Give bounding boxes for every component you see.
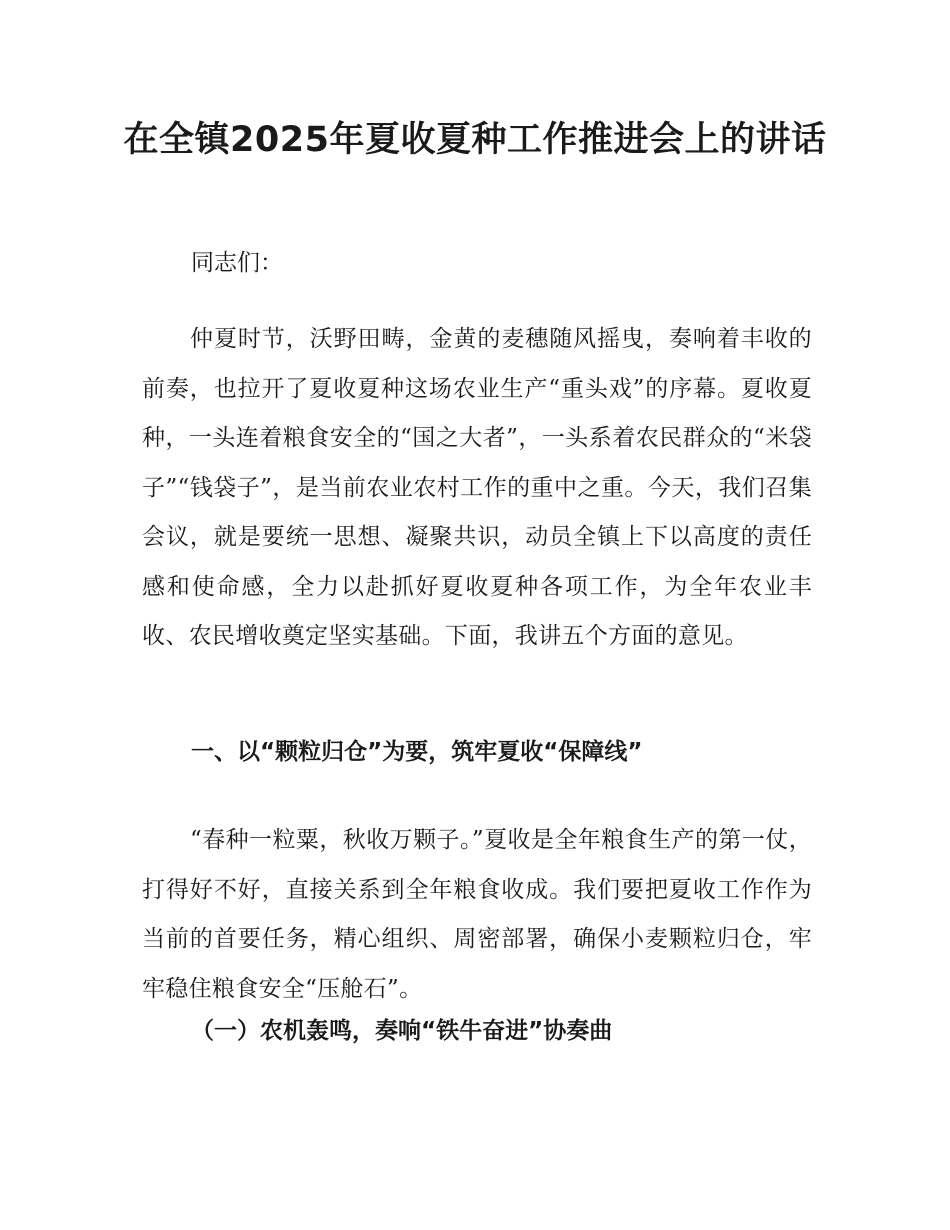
intro-paragraph: 仲夏时节，沃野田畴，金黄的麦穗随风摇曳，奏响着丰收的前奏，也拉开了夏收夏种这场农业生产“重头戏”的序幕。夏收夏种，一头连着粮食安全的“国之大者”，一头系着农民群众的“米袋子”“钱袋子”，是当前农业农村工作的重中之重。今天，我们召集会议，就是要统一思想、凝聚共识，动员全镇上下以高度的责任感和使命感，全力以赴抓好夏收夏种各项工作，为全年农业丰收、农民增收奠定坚实基础。下面，我讲五个方面的意见。 — [142, 326, 812, 649]
salutation: 同志们： — [191, 250, 283, 276]
document-title: 在全镇2025年夏收夏种工作推进会上的讲话 — [123, 120, 827, 160]
section-1-paragraph: “春种一粒粟，秋收万颗子。”夏收是全年粮食生产的第一仗，打得好不好，直接关系到全年粮食收成。我们要把夏收工作作为当前的首要任务，精心组织、周密部署，确保小麦颗粒归仓，牢牢稳住粮食安全“压舱石”。 — [142, 827, 812, 1002]
section-heading-1: 一、以“颗粒归仓”为要，筑牢夏收“保障线” — [191, 739, 643, 765]
subsection-heading-1: （一）农机轰鸣，奏响“铁牛奋进”协奏曲 — [191, 1018, 613, 1044]
